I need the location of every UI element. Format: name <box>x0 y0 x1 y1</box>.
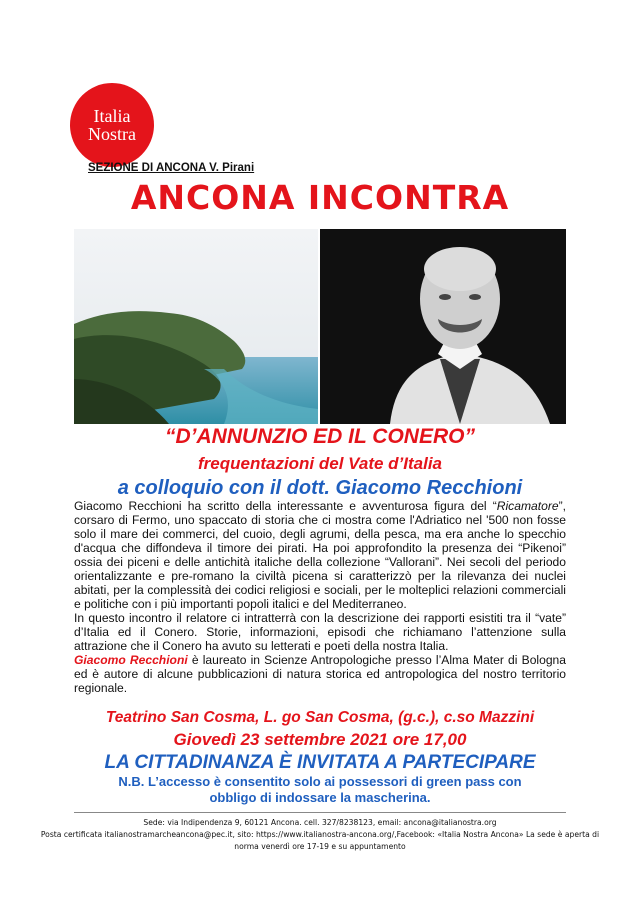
conero-coast-photo <box>74 229 318 424</box>
dannunzio-portrait-photo <box>320 229 566 424</box>
logo-line-1: Italia <box>93 106 131 126</box>
description-text <box>74 499 566 695</box>
italia-nostra-logo <box>70 83 154 167</box>
green-pass-note: N.B. L’accesso è consentito solo ai possessori di green pass con obbligo di indossare la mascherina. <box>118 774 522 805</box>
footer <box>40 817 600 853</box>
event-headline: “D’ANNUNZIO ED IL CONERO” <box>165 425 475 448</box>
footer-divider <box>74 812 566 813</box>
invitation-line: LA CITTADINANZA È INVITATA A PARTECIPARE <box>104 752 536 773</box>
event-subtitle: frequentazioni del Vate d’Italia <box>197 454 443 473</box>
event-date: Giovedì 23 settembre 2021 ore 17,00 <box>173 730 467 749</box>
speaker-line: a colloquio con il dott. Giacomo Recchioni <box>117 477 523 499</box>
footer-address: Sede: via Indipendenza 9, 60121 Ancona. cell. 327/8238123, email: ancona@italianostra.org <box>143 818 497 827</box>
paragraph-1-start: Giacomo Recchioni ha scritto della interessante e avventurosa figura del “ <box>74 499 497 513</box>
section-heading: SEZIONE DI ANCONA V. Pirani <box>88 162 255 174</box>
paragraph-1 <box>74 499 566 611</box>
footer-contacts: Posta certificata italianostramarcheancona@pec.it, sito: https://www.italianostra-ancona.org/,Facebook: «Italia Nostra Ancona» La sede è aperta di norma venerdì ore 17-19 e su appuntamento <box>40 830 600 851</box>
paragraph-2: In questo incontro il relatore ci intratterrà con la descrizione dei rapporti esistiti tra il “vate” d’Italia ed il Conero. Storie, informazioni, episodi che richiamano l’attenzione sulla attrazione che il Conero ha avuto su letterati e poeti della nostra Italia. <box>74 611 566 653</box>
speaker-name: Giacomo Recchioni <box>74 653 188 667</box>
event-venue: Teatrino San Cosma, L. go San Cosma, (g.c.), c.so Mazzini <box>105 709 535 726</box>
paragraph-3-rest: è laureato in Scienze Antropologiche presso l’Alma Mater di Bologna ed è autore di alcune pubblicazioni di natura storica ed antropologica del nostro territorio regionale. <box>74 653 567 695</box>
logo-line-2: Nostra <box>88 124 136 144</box>
page-title: ANCONA INCONTRA <box>130 178 510 217</box>
paragraph-3 <box>74 653 566 695</box>
paragraph-1-rest: ”, corsaro di Fermo, uno spaccato di storia che ci mostra come l'Adriatico nel '500 non fosse solo il mare dei commerci, del cuoio, degli agrumi, della pesca, ma era anche lo specchio d'acqua che diffondeva il timore dei pirati. Ha poi approfondito la presenza dei “Pikenoi” ossia dei piceni e delle antichità italiche della collezione “Vallorani”. Nei secoli del periodo orientalizzante e pre-romano la civiltà picena si caratterizzò per la rilevanza dei nuclei abitati, per la complessità dei codici religiosi e sociali, per le molteplici relazioni commerciali e politiche con i più importanti popoli italici e del Mediterraneo. <box>74 499 566 611</box>
ricamatore-italic: Ricamatore <box>496 499 559 513</box>
